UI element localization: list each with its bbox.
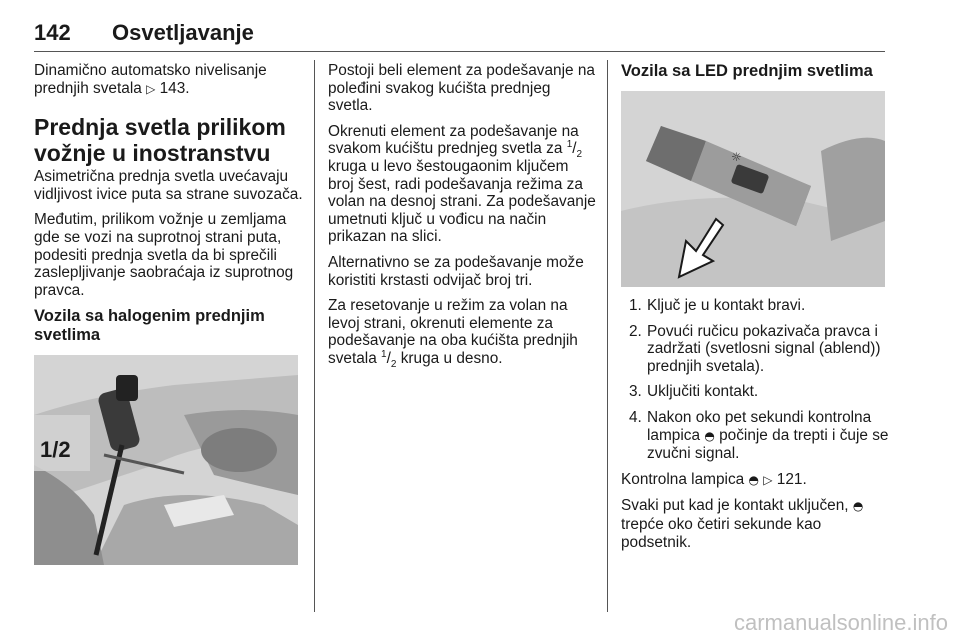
steps-list (621, 297, 891, 463)
list-item (621, 297, 891, 315)
note-text: trepće oko četiri sekunde kao podsetnik. (621, 515, 822, 551)
figure-label: 1/2 (40, 437, 71, 463)
step-text: Ključ je u kontakt bravi. (647, 297, 806, 314)
paragraph: Za resetovanje u režim za volan na levoj strani, okrenuti elemente za podešavanje na oba kućišta prednjih svetala $^1/_2$ kruga u desno. (328, 297, 578, 370)
fraction-denominator: 2 (576, 149, 583, 161)
column-right (621, 62, 891, 559)
list-item (621, 383, 891, 401)
chapter-title: Osvetljavanje (112, 20, 254, 45)
note-text: Kontrolna lampica (621, 470, 745, 488)
fraction-numerator: 1 (566, 139, 573, 151)
step-number: 1. (629, 297, 642, 314)
step-text: Uključiti kontakt. (647, 383, 759, 401)
paragraph-text: Okrenuti element za podešavanje na svakom kućištu prednjeg svetla za (328, 122, 579, 158)
paragraph: Međutim, prilikom vožnje u zemljama gde se vozi na suprotnoj strani puta, podesiti prednja svetla da bi sprečili zaslepljivanje saobraćaja iz suprotnog pravca. (34, 211, 294, 299)
step-text: počinje da trepti i čuje se zvučni signal. (647, 426, 889, 463)
watermark: carmanualsonline.info (733, 610, 948, 635)
paragraph (621, 497, 891, 551)
step-number: 3. (629, 383, 642, 401)
intro-text: Dinamično automatsko nivelisanje prednjih svetala (34, 62, 267, 97)
paragraph-text: kruga u desno. (400, 349, 503, 367)
intro-page-ref[interactable]: 143. (159, 79, 190, 97)
subsection-heading: Vozila sa LED prednjim svetlima (621, 62, 873, 80)
headlight-warning-icon: ◓ (852, 499, 864, 514)
list-item (621, 323, 891, 376)
note-page-ref[interactable]: 121. (776, 470, 807, 488)
note-text: Svaki put kad je kontakt uključen, (621, 497, 849, 515)
headlight-warning-icon: ◓ (748, 472, 759, 487)
column-left (34, 62, 306, 575)
halogen-headlight-adjust-figure (34, 355, 298, 565)
led-stalk-figure (621, 91, 885, 287)
page-number: 142 (34, 20, 71, 45)
paragraph: Alternativno se za podešavanje može koristiti krstasti odvijač broj tri. (328, 253, 584, 289)
reference-arrow-icon: ▷ (763, 472, 773, 487)
svg-text:☼: ☼ (731, 150, 742, 164)
headlight-warning-icon: ◓ (704, 428, 715, 443)
column-middle (328, 62, 596, 376)
paragraph-text: kruga u levo šestougaonim ključem broj šest, radi podešavanja režima za volan na desnoj strani. Za podešavanje umetnuti ključ u vođicu na način prikazan na slici. (328, 157, 596, 246)
fraction-denominator: 2 (390, 358, 397, 370)
step-text: Nakon oko pet sekundi kontrolna lampica (647, 408, 872, 444)
subsection-heading: Vozila sa halogenim prednjim svetlima (34, 307, 265, 345)
paragraph (621, 471, 891, 490)
column-divider (607, 60, 608, 612)
page-header (34, 20, 884, 50)
intro-paragraph (34, 62, 306, 98)
header-divider (34, 51, 885, 52)
fraction-numerator: 1 (381, 348, 387, 360)
paragraph: Postoji beli element za podešavanje na poleđini svakog kućišta prednjeg svetla. (328, 62, 595, 115)
section-heading: Prednja svetla prilikom vožnje u inostranstvu (34, 114, 286, 166)
paragraph: Asimetrična prednja svetla uvećavaju vidljivost ivice puta sa strane suvozača. (34, 168, 303, 203)
reference-arrow-icon: ▷ (146, 81, 156, 96)
column-divider (314, 60, 315, 612)
paragraph: Okrenuti element za podešavanje na svakom kućištu prednjeg svetla za $^1/_2$ kruga u levo šestougaonim ključem broj šest, radi podešavanja režima za volan na desnoj strani. Za podešavanje umetnuti ključ u vođicu na način prikazan na slici. (328, 122, 596, 246)
step-number: 4. (629, 408, 642, 426)
step-number: 2. (629, 322, 642, 340)
paragraph-text: Za resetovanje u režim za volan na levoj strani, okrenuti elemente za podešavanje na oba kućišta prednjih svetala (328, 297, 578, 367)
list-item (621, 409, 891, 463)
step-text: Povući ručicu pokazivača pravca i zadržati (svetlosni signal (ablend)) prednjih svetala). (647, 322, 881, 375)
